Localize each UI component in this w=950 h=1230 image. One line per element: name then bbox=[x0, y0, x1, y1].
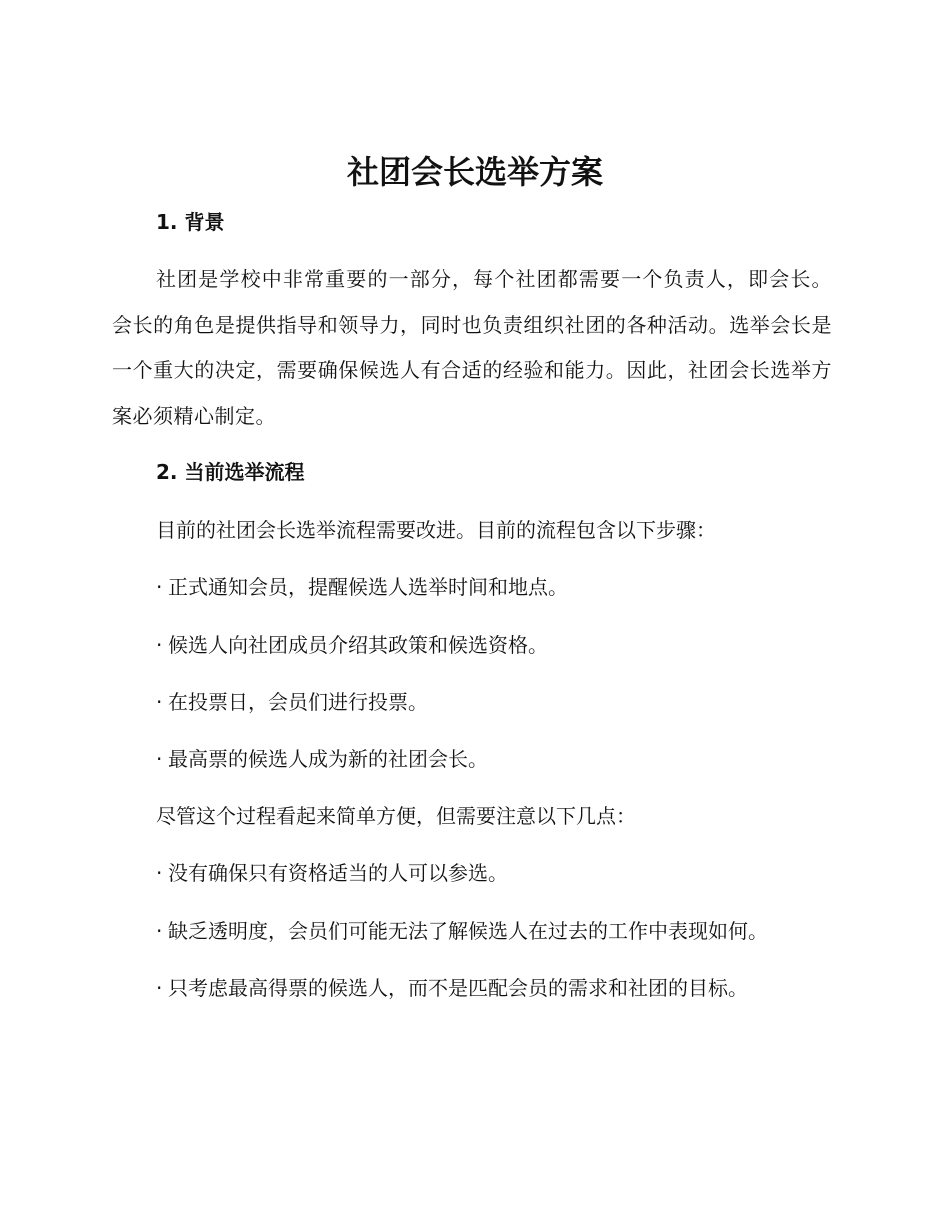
step-text: 最高票的候选人成为新的社团会长。 bbox=[168, 747, 488, 771]
issue-text: 只考虑最高得票的候选人，而不是匹配会员的需求和社团的目标。 bbox=[168, 976, 748, 1000]
bullet-mark: · bbox=[156, 633, 163, 657]
list-item bbox=[156, 973, 856, 1003]
issue-text: 缺乏透明度，会员们可能无法了解候选人在过去的工作中表现如何。 bbox=[168, 919, 768, 943]
step-text: 候选人向社团成员介绍其政策和候选资格。 bbox=[168, 633, 548, 657]
process-intro: 目前的社团会长选举流程需要改进。目前的流程包含以下步骤： bbox=[156, 518, 716, 542]
step-text: 正式通知会员，提醒候选人选举时间和地点。 bbox=[168, 575, 568, 599]
bullet-mark: · bbox=[156, 976, 163, 1000]
list-item bbox=[156, 687, 856, 717]
bullet-mark: · bbox=[156, 747, 163, 771]
issues-intro: 尽管这个过程看起来简单方便，但需要注意以下几点： bbox=[156, 804, 636, 828]
background-paragraph: 社团是学校中非常重要的一部分，每个社团都需要一个负责人，即会长。会长的角色是提供指导和领导力，同时也负责组织社团的各种活动。选举会长是一个重大的决定，需要确保候选人有合适的经验和能力。因此，社团会长选举方案必须精心制定。 bbox=[112, 267, 832, 428]
step-text: 在投票日，会员们进行投票。 bbox=[168, 690, 428, 714]
issue-text: 没有确保只有资格适当的人可以参选。 bbox=[168, 861, 508, 885]
list-item bbox=[156, 744, 856, 774]
bullet-mark: · bbox=[156, 919, 163, 943]
bullet-mark: · bbox=[156, 575, 163, 599]
document-title: 社团会长选举方案 bbox=[346, 153, 603, 191]
section-heading-current-process: 2. 当前选举流程 bbox=[156, 460, 305, 484]
list-item bbox=[156, 858, 856, 888]
list-item bbox=[156, 916, 856, 946]
bullet-mark: · bbox=[156, 861, 163, 885]
list-item bbox=[156, 630, 856, 660]
bullet-mark: · bbox=[156, 690, 163, 714]
section-heading-background: 1. 背景 bbox=[156, 210, 225, 234]
list-item bbox=[156, 572, 856, 602]
